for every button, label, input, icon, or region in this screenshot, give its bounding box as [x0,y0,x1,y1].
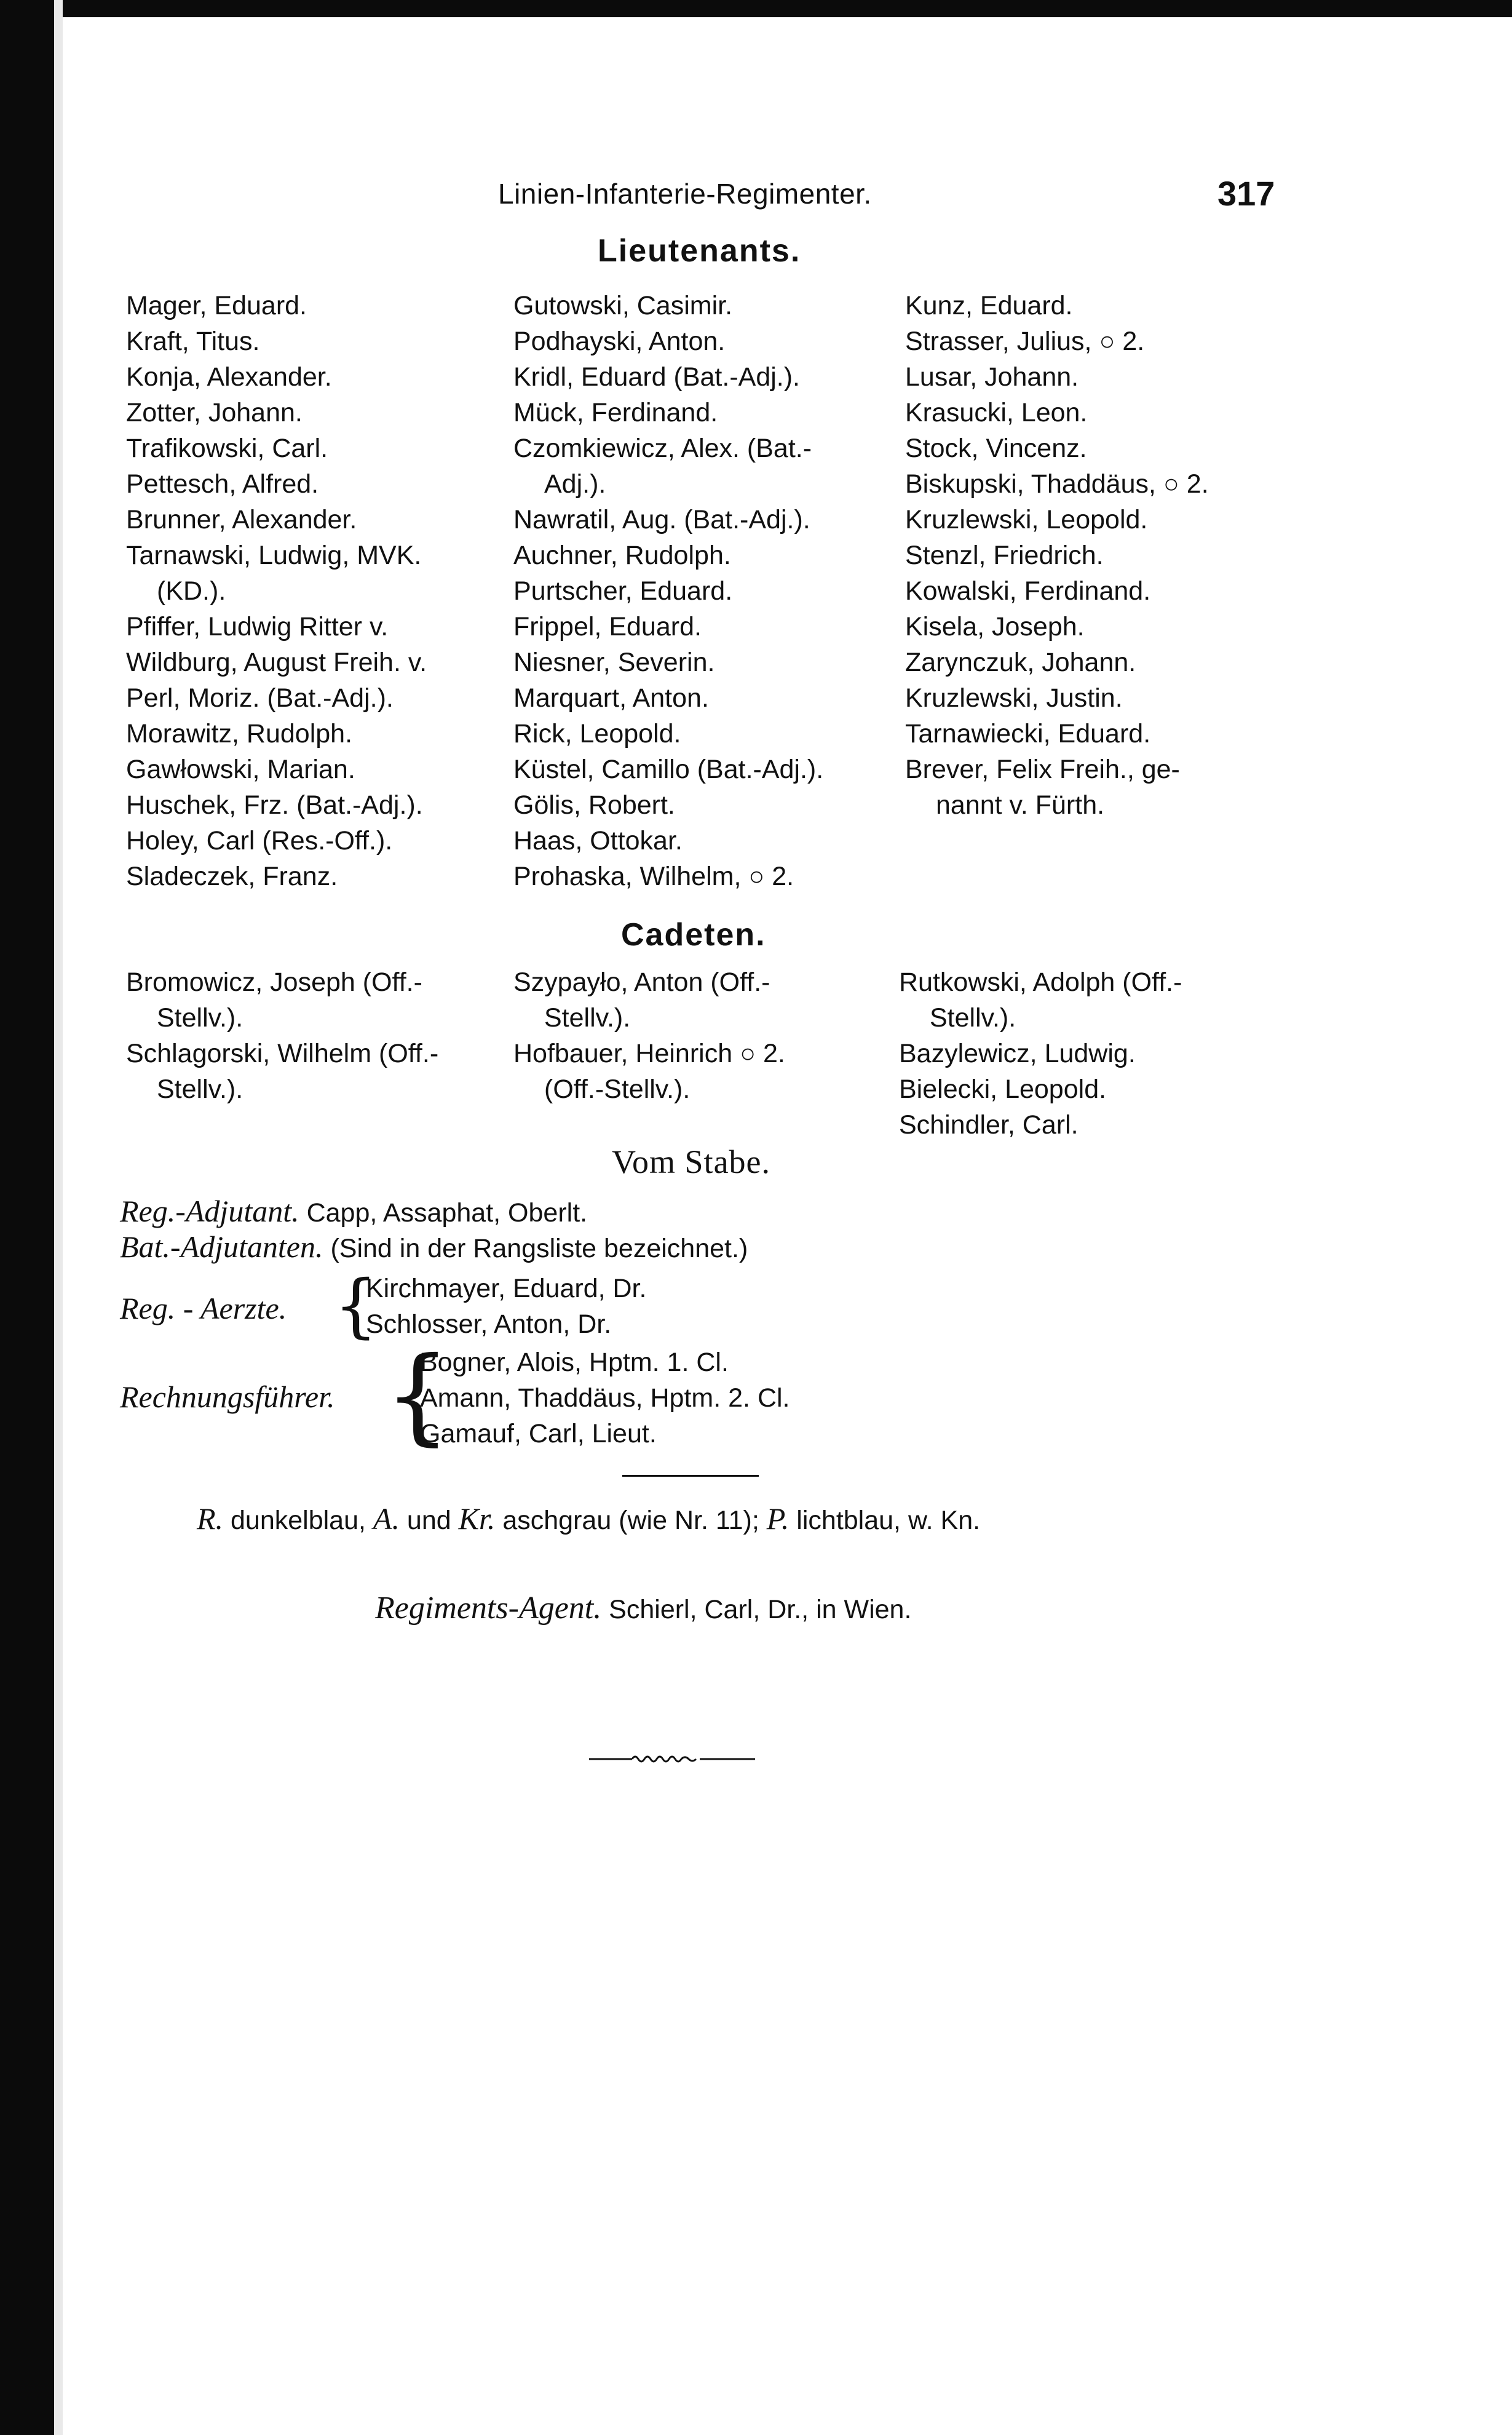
list-item: Wildburg, August Freih. v. [126,648,427,677]
color-a-label: A. [373,1501,400,1536]
list-item: Bromowicz, Joseph (Off.- [126,967,422,997]
list-item-continuation: Stellv.). [157,1003,243,1033]
list-item: Bazylewicz, Ludwig. [899,1039,1136,1068]
page-number: 317 [1217,174,1275,213]
cadets-column-1 [126,964,438,1107]
rechnungsfuehrer-label: Rechnungsführer. [120,1380,335,1414]
color-r-text: dunkelblau, [231,1506,366,1535]
list-item: Schlagorski, Wilhelm (Off.- [126,1039,439,1068]
list-item: Purtscher, Eduard. [513,576,733,606]
list-item: Stenzl, Friedrich. [905,541,1104,570]
list-item: Frippel, Eduard. [513,612,702,642]
list-item: Gölis, Robert. [513,790,675,820]
agent-label: Regiments-Agent. [375,1591,602,1626]
list-item-continuation: Stellv.). [930,1003,1016,1033]
list-item-continuation: (KD.). [157,576,226,606]
list-item: Rutkowski, Adolph (Off.- [899,967,1182,997]
brace-icon: { [384,1335,451,1456]
regiment-colors-line [197,1501,980,1536]
list-item: Marquart, Anton. [513,683,709,713]
list-item: Holey, Carl (Res.-Off.). [126,826,393,856]
list-item: Amann, Thaddäus, Hptm. 2. Cl. [420,1383,790,1413]
list-item: Perl, Moriz. (Bat.-Adj.). [126,683,394,713]
list-item: Huschek, Frz. (Bat.-Adj.). [126,790,423,820]
list-item: Konja, Alexander. [126,362,332,392]
ornament-divider-icon [589,1753,755,1765]
reg-adjutant-line [120,1193,587,1229]
list-item: Gamauf, Carl, Lieut. [420,1419,657,1448]
list-item: Prohaska, Wilhelm, ○ 2. [513,862,794,891]
lieutenants-heading: Lieutenants. [598,233,801,269]
rechnungsfuehrer-names [420,1345,790,1452]
list-item: Gawłowski, Marian. [126,755,355,784]
list-item: Pettesch, Alfred. [126,469,319,499]
list-item: Czomkiewicz, Alex. (Bat.- [513,434,812,463]
agent-value: Schierl, Carl, Dr., in Wien. [609,1595,912,1624]
brace-icon: { [334,1266,378,1346]
list-item-continuation: (Off.-Stellv.). [544,1074,691,1104]
list-item: Mück, Ferdinand. [513,398,718,427]
list-item: Biskupski, Thaddäus, ○ 2. [905,469,1209,499]
color-kr-label: Kr. [458,1501,496,1536]
lieutenants-column-2 [513,288,823,894]
list-item: Sladeczek, Franz. [126,862,338,891]
list-item: Stock, Vincenz. [905,434,1087,463]
list-item: Podhayski, Anton. [513,327,726,356]
list-item: Brunner, Alexander. [126,505,357,534]
divider-rule [622,1475,759,1477]
list-item: Krasucki, Leon. [905,398,1088,427]
color-p-text: lichtblau, w. Kn. [796,1506,981,1535]
reg-adjutant-label: Reg.-Adjutant. [120,1194,299,1228]
reg-aerzte-group [120,1266,858,1349]
list-item: Kowalski, Ferdinand. [905,576,1151,606]
list-item: Zarynczuk, Johann. [905,648,1136,677]
list-item: Kirchmayer, Eduard, Dr. [366,1274,647,1303]
running-header: Linien-Infanterie-Regimenter. [498,178,872,210]
list-item: Morawitz, Rudolph. [126,719,353,749]
color-r-label: R. [197,1501,224,1536]
cadets-column-2 [513,964,785,1107]
list-item: Tarnawiecki, Eduard. [905,719,1151,749]
reg-aerzte-label: Reg. - Aerzte. [120,1291,287,1325]
reg-adjutant-value: Capp, Assaphat, Oberlt. [306,1198,588,1228]
list-item: Niesner, Severin. [513,648,715,677]
rechnungsfuehrer-group [120,1335,919,1456]
list-item: Bielecki, Leopold. [899,1074,1107,1104]
list-item: Kunz, Eduard. [905,291,1073,320]
list-item: Kraft, Titus. [126,327,260,356]
list-item: Trafikowski, Carl. [126,434,328,463]
list-item: Auchner, Rudolph. [513,541,731,570]
list-item: Gutowski, Casimir. [513,291,733,320]
list-item: Kridl, Eduard (Bat.-Adj.). [513,362,801,392]
list-item: Strasser, Julius, ○ 2. [905,327,1145,356]
list-item-continuation: nannt v. Fürth. [936,790,1105,820]
list-item: Mager, Eduard. [126,291,307,320]
list-item: Kisela, Joseph. [905,612,1085,642]
list-item: Hofbauer, Heinrich ○ 2. [513,1039,785,1068]
staff-heading: Vom Stabe. [612,1143,771,1180]
list-item: Schlosser, Anton, Dr. [366,1309,612,1339]
bat-adjutanten-line [120,1229,748,1265]
lieutenants-column-3 [905,288,1209,823]
list-item: Lusar, Johann. [905,362,1079,392]
list-item: Pfiffer, Ludwig Ritter v. [126,612,389,642]
list-item: Brever, Felix Freih., ge- [905,755,1180,784]
list-item: Zotter, Johann. [126,398,303,427]
cadets-column-3 [899,964,1182,1143]
color-kr-text: aschgrau (wie Nr. 11); [502,1506,759,1535]
lieutenants-column-1 [126,288,427,894]
color-p-label: P. [766,1501,790,1536]
list-item: Küstel, Camillo (Bat.-Adj.). [513,755,824,784]
bat-adjutanten-label: Bat.-Adjutanten. [120,1229,323,1264]
color-und: und [406,1506,451,1535]
list-item: Schindler, Carl. [899,1110,1079,1140]
reg-aerzte-names [366,1271,646,1342]
list-item-continuation: Stellv.). [544,1003,631,1033]
list-item: Nawratil, Aug. (Bat.-Adj.). [513,505,810,534]
list-item: Kruzlewski, Leopold. [905,505,1148,534]
list-item: Kruzlewski, Justin. [905,683,1123,713]
list-item: Haas, Ottokar. [513,826,683,856]
list-item: Rick, Leopold. [513,719,681,749]
list-item: Szypayło, Anton (Off.- [513,967,770,997]
list-item-continuation: Stellv.). [157,1074,243,1104]
bat-adjutanten-value: (Sind in der Rangsliste bezeichnet.) [330,1234,748,1263]
regiments-agent-line [375,1590,911,1626]
list-item: Tarnawski, Ludwig, MVK. [126,541,422,570]
cadets-heading: Cadeten. [621,917,766,953]
list-item-continuation: Adj.). [544,469,606,499]
list-item: Bogner, Alois, Hptm. 1. Cl. [420,1348,729,1377]
